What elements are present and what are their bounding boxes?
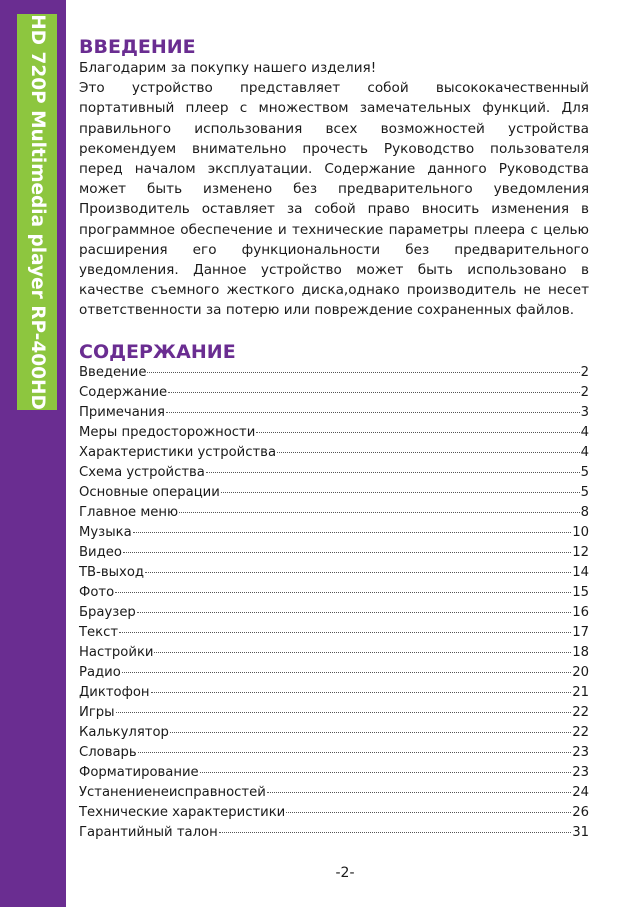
toc-leader-dots bbox=[206, 472, 580, 473]
toc-leader-dots bbox=[133, 532, 572, 533]
toc-entry-label: Устанениенеисправностей bbox=[79, 784, 266, 800]
toc-entry-label: Музыка bbox=[79, 524, 132, 540]
toc-leader-dots bbox=[179, 512, 580, 513]
toc-entry-page: 15 bbox=[572, 584, 589, 600]
toc-entry-label: Форматирование bbox=[79, 764, 199, 780]
toc-entry-page: 24 bbox=[572, 784, 589, 800]
toc-leader-dots bbox=[123, 552, 571, 553]
toc-section bbox=[79, 341, 589, 843]
toc-leader-dots bbox=[122, 672, 571, 673]
toc-entry-label: Меры предосторожности bbox=[79, 424, 256, 440]
toc-leader-dots bbox=[138, 752, 572, 753]
toc-entry-label: Диктофон bbox=[79, 684, 150, 700]
toc-entry bbox=[79, 503, 589, 523]
toc-entry-label: ТВ-выход bbox=[79, 564, 145, 580]
toc-entry-page: 20 bbox=[572, 664, 589, 680]
toc-entry bbox=[79, 683, 589, 703]
toc-entry bbox=[79, 763, 589, 783]
toc-leader-dots bbox=[267, 792, 571, 793]
intro-heading: ВВЕДЕНИЕ bbox=[79, 36, 196, 58]
toc-entry-page: 5 bbox=[580, 464, 589, 480]
toc-entry-page: 5 bbox=[580, 484, 589, 500]
toc-entry-label: Видео bbox=[79, 544, 122, 560]
toc-entry-page: 17 bbox=[572, 624, 589, 640]
toc-entry bbox=[79, 623, 589, 643]
intro-section bbox=[79, 36, 589, 321]
toc-leader-dots bbox=[154, 652, 571, 653]
toc-leader-dots bbox=[170, 732, 571, 733]
toc-entry bbox=[79, 743, 589, 763]
page-number: -2- bbox=[335, 865, 355, 881]
toc-entry-page: 22 bbox=[572, 724, 589, 740]
toc-entry-page: 18 bbox=[572, 644, 589, 660]
toc-entry-page: 12 bbox=[572, 544, 589, 560]
toc-entry-page: 4 bbox=[580, 424, 589, 440]
toc-heading: СОДЕРЖАНИЕ bbox=[79, 340, 236, 363]
toc-entry-page: 31 bbox=[572, 824, 589, 840]
toc-entry bbox=[79, 703, 589, 723]
toc-entry-page: 4 bbox=[580, 444, 589, 460]
toc-entry-label: Текст bbox=[79, 624, 119, 640]
toc-entry-page: 2 bbox=[580, 364, 589, 380]
toc-entry bbox=[79, 563, 589, 583]
toc-entry bbox=[79, 383, 589, 403]
toc-entry bbox=[79, 543, 589, 563]
toc-entry bbox=[79, 483, 589, 503]
toc-entry bbox=[79, 523, 589, 543]
toc-entry-page: 14 bbox=[572, 564, 589, 580]
toc-entry bbox=[79, 803, 589, 823]
toc-list bbox=[79, 363, 589, 843]
toc-leader-dots bbox=[256, 432, 579, 433]
toc-leader-dots bbox=[286, 812, 571, 813]
toc-entry bbox=[79, 463, 589, 483]
toc-entry-label: Фото bbox=[79, 584, 115, 600]
toc-entry bbox=[79, 423, 589, 443]
toc-entry-page: 23 bbox=[572, 744, 589, 760]
toc-entry-page: 8 bbox=[580, 504, 589, 520]
toc-leader-dots bbox=[145, 572, 571, 573]
toc-entry-page: 2 bbox=[580, 384, 589, 400]
toc-entry-page: 10 bbox=[572, 524, 589, 540]
toc-entry bbox=[79, 603, 589, 623]
toc-entry-label: Технические характеристики bbox=[79, 804, 286, 820]
toc-entry-label: Словарь bbox=[79, 744, 137, 760]
toc-entry-page: 21 bbox=[572, 684, 589, 700]
toc-entry-label: Примечания bbox=[79, 404, 165, 420]
toc-entry bbox=[79, 823, 589, 843]
toc-leader-dots bbox=[219, 832, 572, 833]
toc-entry-label: Главное меню bbox=[79, 504, 179, 520]
toc-entry bbox=[79, 363, 589, 383]
toc-leader-dots bbox=[166, 412, 580, 413]
toc-entry-label: Игры bbox=[79, 704, 115, 720]
page-content bbox=[79, 36, 589, 843]
toc-leader-dots bbox=[115, 592, 571, 593]
toc-entry bbox=[79, 723, 589, 743]
toc-entry-page: 3 bbox=[580, 404, 589, 420]
toc-entry-label: Браузер bbox=[79, 604, 136, 620]
toc-leader-dots bbox=[137, 612, 571, 613]
toc-entry-label: Гарантийный талон bbox=[79, 824, 218, 840]
toc-entry-label: Основные операции bbox=[79, 484, 220, 500]
toc-entry-label: Содержание bbox=[79, 384, 168, 400]
toc-entry-page: 16 bbox=[572, 604, 589, 620]
toc-entry-label: Схема устройства bbox=[79, 464, 205, 480]
intro-body: Это устройство представляет собой высококачественный портативный плеер с множеством замечательных функций. Для правильного использования всех возможностей устройства рекомендуем внимательно прочесть Руководство пользователя перед началом эксплуатации. Содержание данного Руководства может быть изменено без предварительного уведомления Производитель оставляет за собой право вносить изменения в программное обеспечение и технические параметры плеера с целью расширения его функциональности без предварительного уведомления. Данное устройство может быть использовано в качестве съемного жесткого диска,однако производитель не несет ответственности за потерю или повреждение сохраненных файлов. bbox=[79, 80, 589, 319]
toc-entry bbox=[79, 443, 589, 463]
toc-leader-dots bbox=[200, 772, 572, 773]
toc-entry-page: 22 bbox=[572, 704, 589, 720]
sidebar-title: HD 720P Multimedia player RP-400HD bbox=[27, 14, 48, 410]
toc-entry-label: Введение bbox=[79, 364, 147, 380]
toc-entry-label: Настройки bbox=[79, 644, 154, 660]
toc-entry-label: Характеристики устройства bbox=[79, 444, 277, 460]
toc-leader-dots bbox=[277, 452, 580, 453]
toc-leader-dots bbox=[119, 632, 571, 633]
toc-leader-dots bbox=[147, 372, 579, 373]
toc-leader-dots bbox=[168, 392, 579, 393]
toc-entry bbox=[79, 663, 589, 683]
toc-leader-dots bbox=[116, 712, 572, 713]
toc-entry bbox=[79, 783, 589, 803]
toc-leader-dots bbox=[151, 692, 572, 693]
toc-entry-page: 23 bbox=[572, 764, 589, 780]
toc-entry bbox=[79, 403, 589, 423]
sidebar bbox=[0, 0, 66, 907]
intro-greeting: Благодарим за покупку нашего изделия! bbox=[79, 60, 377, 76]
toc-entry-label: Радио bbox=[79, 664, 121, 680]
toc-leader-dots bbox=[221, 492, 580, 493]
toc-entry bbox=[79, 643, 589, 663]
toc-entry bbox=[79, 583, 589, 603]
toc-entry-label: Калькулятор bbox=[79, 724, 169, 740]
toc-entry-page: 26 bbox=[572, 804, 589, 820]
